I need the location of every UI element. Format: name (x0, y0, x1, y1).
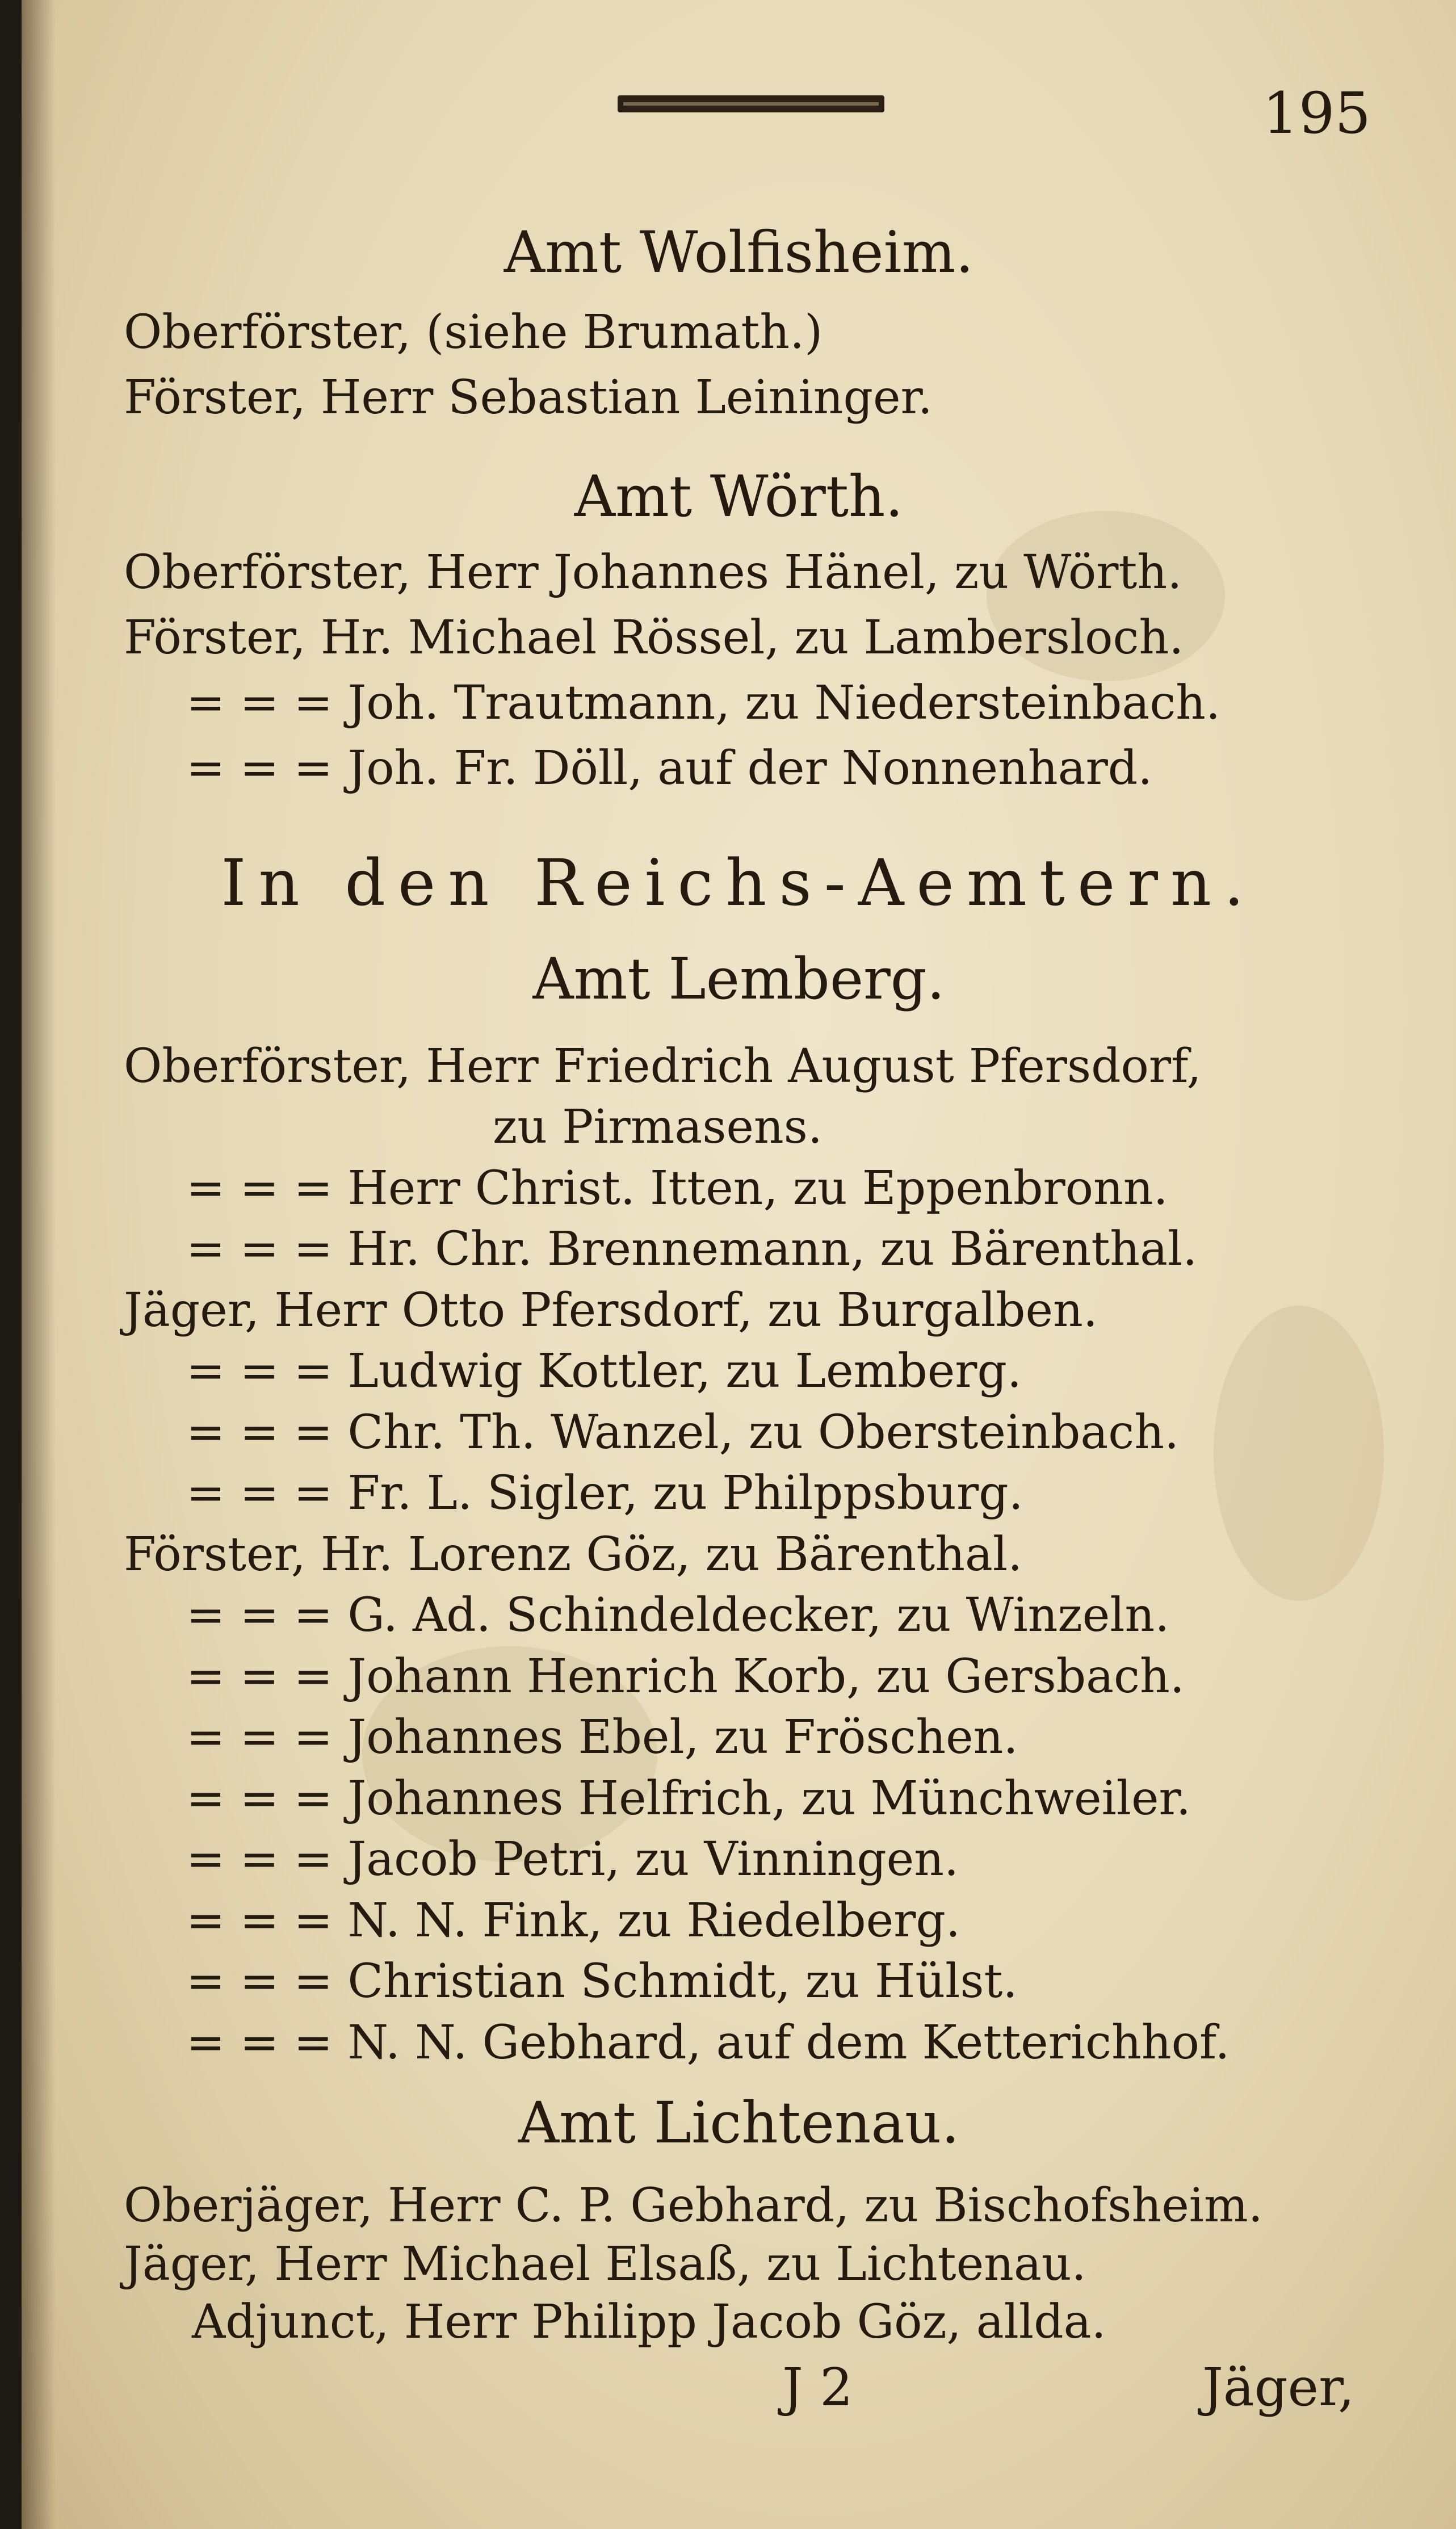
entry-line: Jäger, Herr Otto Pfersdorf, zu Burgalben. (124, 1284, 1098, 1337)
entry-line: = = = Ludwig Kottler, zu Lemberg. (186, 1344, 1022, 1398)
header-rule-ornament (618, 95, 884, 112)
entry-line: = = = Joh. Trautmann, zu Niedersteinbach. (186, 676, 1221, 730)
entry-line: = = = G. Ad. Schindeldecker, zu Winzeln. (186, 1588, 1170, 1642)
book-page (22, 0, 1456, 2529)
entry-line: = = = Fr. L. Sigler, zu Philppsburg. (186, 1466, 1023, 1520)
catchword: Jäger, (1202, 2357, 1355, 2418)
heading-amt-lichtenau: Amt Lichtenau. (518, 2090, 960, 2156)
heading-amt-woerth: Amt Wörth. (574, 463, 904, 530)
entry-line: = = = Christian Schmidt, zu Hülst. (186, 1955, 1018, 2008)
section-title-reichs-aemter: In den Reichs-Aemtern. (221, 846, 1257, 920)
heading-amt-lemberg: Amt Lemberg. (532, 946, 945, 1012)
entry-line: = = = Johann Henrich Korb, zu Gersbach. (186, 1650, 1185, 1704)
entry-line: = = = Johannes Helfrich, zu Münchweiler. (186, 1772, 1191, 1826)
entry-line: Förster, Hr. Michael Rössel, zu Lambersloch. (124, 611, 1184, 665)
page-number: 195 (1262, 80, 1371, 146)
entry-line: = = = Hr. Chr. Brennemann, zu Bärenthal. (186, 1222, 1198, 1276)
entry-line: Förster, Herr Sebastian Leininger. (124, 371, 933, 425)
entry-line: = = = N. N. Gebhard, auf dem Ketterichhof. (186, 2016, 1230, 2070)
entry-line: Adjunct, Herr Philipp Jacob Göz, allda. (192, 2295, 1106, 2349)
entry-line: = = = N. N. Fink, zu Riedelberg. (186, 1894, 960, 1948)
signature-mark: J 2 (782, 2357, 853, 2418)
entry-line: = = = Jacob Petri, zu Vinningen. (186, 1832, 959, 1886)
entry-line: = = = Johannes Ebel, zu Fröschen. (186, 1710, 1018, 1764)
entry-line: Oberförster, Herr Friedrich August Pfersdorf, (124, 1039, 1202, 1093)
entry-line: = = = Herr Christ. Itten, zu Eppenbronn. (186, 1161, 1168, 1215)
heading-amt-wolfisheim: Amt Wolfisheim. (503, 219, 974, 286)
entry-line: zu Pirmasens. (493, 1100, 823, 1154)
entry-line: = = = Joh. Fr. Döll, auf der Nonnenhard. (186, 741, 1153, 795)
paper-stain (1214, 1306, 1384, 1601)
entry-line: Oberförster, Herr Johannes Hänel, zu Wörth. (124, 546, 1182, 599)
entry-line: Jäger, Herr Michael Elsaß, zu Lichtenau. (124, 2237, 1086, 2291)
entry-line: Oberjäger, Herr C. P. Gebhard, zu Bischofsheim. (124, 2179, 1263, 2233)
entry-line: Oberförster, (siehe Brumath.) (124, 305, 823, 359)
entry-line: = = = Chr. Th. Wanzel, zu Obersteinbach. (186, 1406, 1180, 1459)
entry-line: Förster, Hr. Lorenz Göz, zu Bärenthal. (124, 1528, 1023, 1582)
